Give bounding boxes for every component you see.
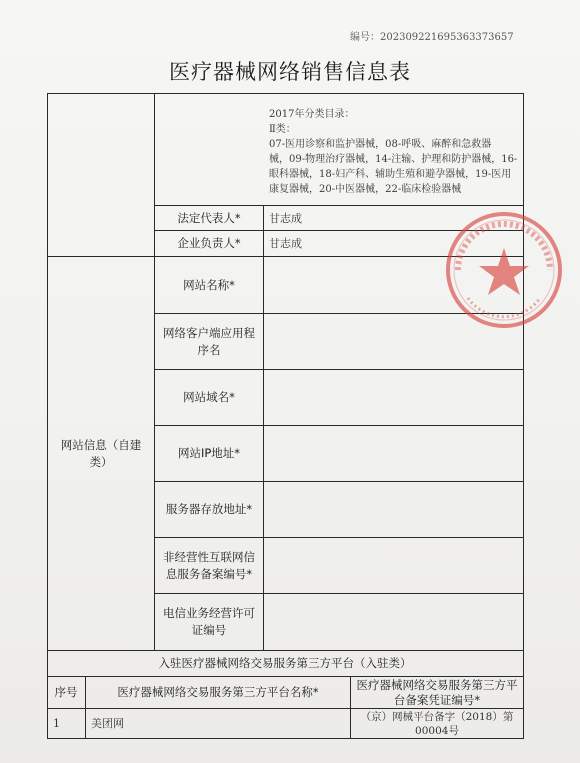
scope-line: 康复器械，20-中医器械，22-临床检验器械 xyxy=(269,184,462,195)
col-cert-header: 医疗器械网络交易服务第三方平台备案凭证编号* xyxy=(356,677,518,707)
server-address-label: 服务器存放地址* xyxy=(165,502,253,516)
platform-section-title: 入驻医疗器械网络交易服务第三方平台（入驻类） xyxy=(158,656,412,670)
website-name-label: 网站名称* xyxy=(183,277,235,292)
legal-rep-value: 甘志成 xyxy=(269,211,302,225)
red-star-seal-icon xyxy=(444,210,564,330)
website-info-group-label: 网站信息（自建类） xyxy=(60,437,142,469)
entry-cert-number: （京）网械平台备字（2018）第00004号 xyxy=(360,710,514,737)
website-domain-label: 网站域名* xyxy=(183,390,235,404)
scope-line: 械，09-物理治疗器械，14-注输、护理和防护器械，16- xyxy=(269,154,518,165)
product-scope xyxy=(269,107,519,197)
col-platform-name-header: 医疗器械网络交易服务第三方平台名称* xyxy=(117,685,319,699)
website-ip-label: 网站IP地址* xyxy=(177,446,241,460)
enterprise-head-value: 甘志成 xyxy=(269,237,302,250)
scope-line: 2017年分类目录： xyxy=(269,109,355,120)
info-table xyxy=(47,93,523,738)
col-seq-header: 序号 xyxy=(54,685,78,699)
scope-line: 07-医用诊察和监护器械，08-呼吸、麻醉和急救器 xyxy=(269,139,492,150)
scope-line: 眼科器械，18-妇产科、辅助生殖和避孕器械，19-医用 xyxy=(269,169,512,180)
icp-record-label: 非经营性互联网信息服务备案编号* xyxy=(163,549,255,581)
client-app-name-label: 网络客户端应用程序名 xyxy=(163,325,255,357)
document-number: 编号：20230922169536337365​7 xyxy=(350,32,514,43)
legal-rep-label: 法定代表人* xyxy=(177,210,241,225)
page-title: 医疗器械网络销售信息表 xyxy=(169,60,411,84)
enterprise-head-label: 企业负责人* xyxy=(177,236,241,250)
telecom-license-label: 电信业务经营许可证编号 xyxy=(163,606,255,637)
entry-platform-name: 美团网 xyxy=(91,717,124,730)
scope-line: Ⅱ类： xyxy=(269,124,296,135)
entry-seq: 1 xyxy=(53,717,60,730)
